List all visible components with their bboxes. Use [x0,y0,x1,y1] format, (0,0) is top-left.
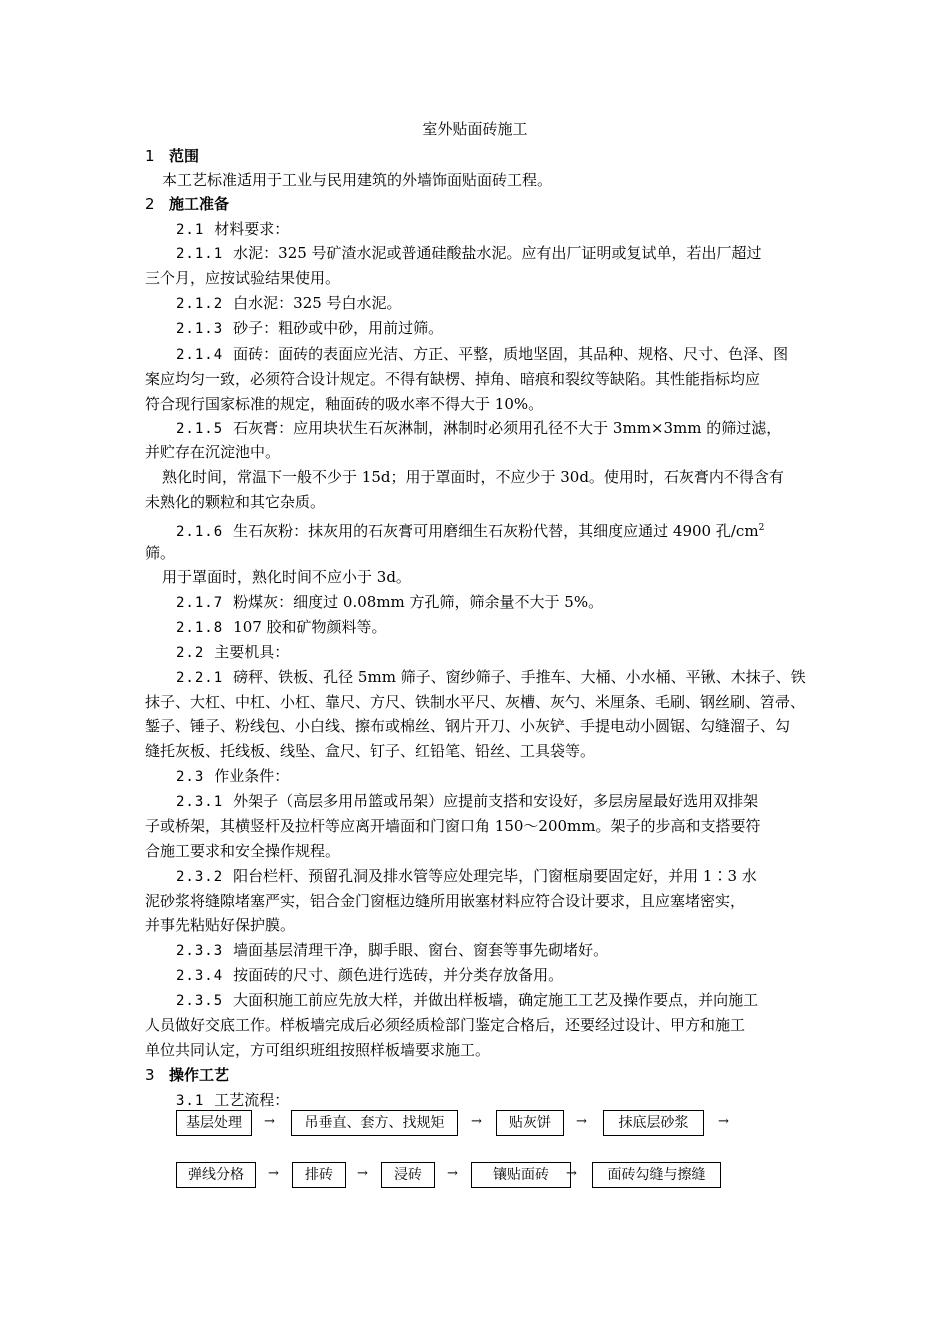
clause-text: 按面砖的尺寸、颜色进行选砖，并分类存放备用。 [233,966,564,984]
clause-number: 2.2.1 [176,670,224,686]
clause-number: 2.1.1 [176,246,224,262]
clause-text: 作业条件： [214,767,290,785]
clause-continuation: 合施工要求和安全操作规程。 [145,842,341,860]
flow-step-box: 镶贴面砖 [471,1162,571,1188]
arrow-right-icon: → [447,1166,458,1181]
document-title: 室外贴面砖施工 [422,120,528,138]
section-number: 3 [145,1066,155,1084]
section-title: 操作工艺 [169,1066,230,1084]
clause-text: 墙面基层清理干净，脚手眼、窗台、窗套等事先砌堵好。 [233,941,609,959]
clause-text: 材料要求： [214,220,290,238]
subheading-2-2 [176,642,289,663]
clause-continuation: 并贮存在沉淀池中。 [145,443,281,461]
clause-2-3-3 [176,940,608,961]
subheading-2-3 [176,766,289,787]
clause-number: 2.1.4 [176,347,224,363]
clause-number: 3.1 [176,1093,205,1109]
arrow-right-icon: → [357,1166,368,1181]
clause-continuation: 用于罩面时，熟化时间不应小于 3d。 [162,568,411,586]
clause-text: 107 胶和矿物颜料等。 [233,618,387,636]
clause-number: 2.3.4 [176,968,224,984]
clause-number: 2.1.3 [176,321,224,337]
clause-number: 2.3.3 [176,943,224,959]
clause-continuation: 抹子、大杠、中杠、小杠、靠尺、方尺、铁制水平尺、灰槽、灰勺、米厘条、毛刷、钢丝刷、笤帚、 [145,693,806,711]
clause-text: 工艺流程： [214,1091,290,1109]
paragraph: 本工艺标准适用于工业与民用建筑的外墙饰面贴面砖工程。 [162,171,553,189]
section-1-heading [145,146,199,166]
clause-continuation: 并事先粘贴好保护膜。 [145,916,296,934]
section-number: 2 [145,195,155,213]
clause-text: 大面积施工前应先放大样，并做出样板墙，确定施工工艺及操作要点，并向施工 [233,991,759,1009]
clause-2-1-1 [176,243,762,264]
clause-text: 主要机具： [214,643,290,661]
section-2-heading [145,194,229,214]
section-title: 范围 [169,147,200,165]
clause-number: 2.3.2 [176,869,224,885]
superscript: 2 [758,523,765,533]
clause-text: 砂子：粗砂或中砂，用前过筛。 [233,319,444,337]
clause-2-1-8 [176,617,387,638]
section-title: 施工准备 [169,195,230,213]
clause-text: 阳台栏杆、预留孔洞及排水管等应处理完毕，门窗框扇要固定好，并用 1∶3 水 [233,867,757,885]
clause-text: 白水泥：325 号白水泥。 [233,294,402,312]
clause-text: 面砖：面砖的表面应光洁、方正、平整，质地坚固，其品种、规格、尺寸、色泽、图 [233,345,789,363]
clause-continuation: 单位共同认定，方可组织班组按照样板墙要求施工。 [145,1041,491,1059]
clause-2-3-4 [176,965,563,986]
clause-2-3-1 [176,791,758,812]
clause-continuation: 三个月，应按试验结果使用。 [145,269,341,287]
clause-number: 2.2 [176,645,205,661]
flow-step-box: 面砖勾缝与擦缝 [592,1162,721,1188]
section-3-heading [145,1065,229,1085]
clause-2-3-5 [176,990,758,1011]
clause-number: 2.3.5 [176,993,224,1009]
arrow-right-icon: → [471,1114,482,1129]
clause-continuation: 人员做好交底工作。样板墙完成后必须经质检部门鉴定合格后，还要经过设计、甲方和施工 [145,1016,746,1034]
clause-text: 生石灰粉：抹灰用的石灰膏可用磨细生石灰粉代替，其细度应通过 4900 孔/cm [233,522,759,540]
clause-2-2-1 [176,667,806,688]
subheading-3-1 [176,1090,289,1111]
flow-step-box: 吊垂直、套方、找规矩 [291,1110,458,1136]
flow-step-box: 弹线分格 [176,1162,256,1188]
clause-text: 粉煤灰：细度过 0.08mm 方孔筛，筛余量不大于 5%。 [233,593,604,611]
subheading-2-1 [176,219,289,240]
flow-step-box: 基层处理 [176,1110,252,1136]
clause-2-3-2 [176,866,757,887]
clause-continuation: 泥砂浆将缝隙堵塞严实，铝合金门窗框边缝所用嵌塞材料应符合设计要求，且应塞堵密实， [145,892,746,910]
clause-text: 水泥：325 号矿渣水泥或普通硅酸盐水泥。应有出厂证明或复试单，若出厂超过 [233,244,762,262]
clause-continuation: 熟化时间，常温下一般不少于 15d；用于罩面时，不应少于 30d。使用时，石灰膏内不得含有 [162,468,784,486]
flow-step-box: 浸砖 [381,1162,435,1188]
arrow-right-icon: → [264,1114,275,1129]
clause-number: 2.1.6 [176,524,224,540]
arrow-right-icon: → [576,1114,587,1129]
clause-number: 2.3 [176,769,205,785]
section-number: 1 [145,147,155,165]
clause-number: 2.1.7 [176,595,224,611]
clause-text: 外架子（高层多用吊篮或吊架）应提前支搭和安设好，多层房屋最好选用双排架 [233,792,759,810]
flow-step-box: 贴灰饼 [496,1110,564,1136]
flow-step-box: 抹底层砂浆 [603,1110,704,1136]
clause-continuation: 筛。 [145,544,176,562]
clause-number: 2.1.5 [176,421,224,437]
clause-2-1-5 [176,418,781,439]
clause-continuation: 錾子、锤子、粉线包、小白线、擦布或棉丝、钢片开刀、小灰铲、手提电动小圆锯、勾缝溜子、勾 [145,717,791,735]
clause-text: 磅秤、铁板、孔径 5mm 筛子、窗纱筛子、手推车、大桶、小水桶、平锹、木抹子、铁 [233,668,806,686]
clause-continuation: 缝托灰板、托线板、线坠、盒尺、钉子、红铅笔、铅丝、工具袋等。 [145,742,596,760]
clause-2-1-3 [176,318,443,339]
arrow-right-icon: → [268,1166,279,1181]
clause-continuation: 案应均匀一致，必须符合设计规定。不得有缺楞、掉角、暗痕和裂纹等缺陷。其性能指标均应 [145,370,761,388]
clause-continuation: 未熟化的颗粒和其它杂质。 [145,493,326,511]
clause-number: 2.1 [176,222,205,238]
clause-2-1-4 [176,344,788,365]
clause-number: 2.3.1 [176,794,224,810]
clause-continuation: 符合现行国家标准的规定，釉面砖的吸水率不得大于 10%。 [145,395,544,413]
clause-number: 2.1.8 [176,620,224,636]
arrow-right-icon: → [566,1166,577,1181]
clause-2-1-7 [176,592,603,613]
clause-number: 2.1.2 [176,296,224,312]
clause-2-1-6 [176,518,764,542]
clause-2-1-2 [176,293,402,314]
flow-step-box: 排砖 [292,1162,346,1188]
arrow-right-icon: → [718,1114,729,1129]
clause-continuation: 子或桥架，其横竖杆及拉杆等应离开墙面和门窗口角 150～200mm。架子的步高和支搭要符 [145,817,761,835]
clause-text: 石灰膏：应用块状生石灰淋制，淋制时必须用孔径不大于 3mm×3mm 的筛过滤， [233,419,782,437]
